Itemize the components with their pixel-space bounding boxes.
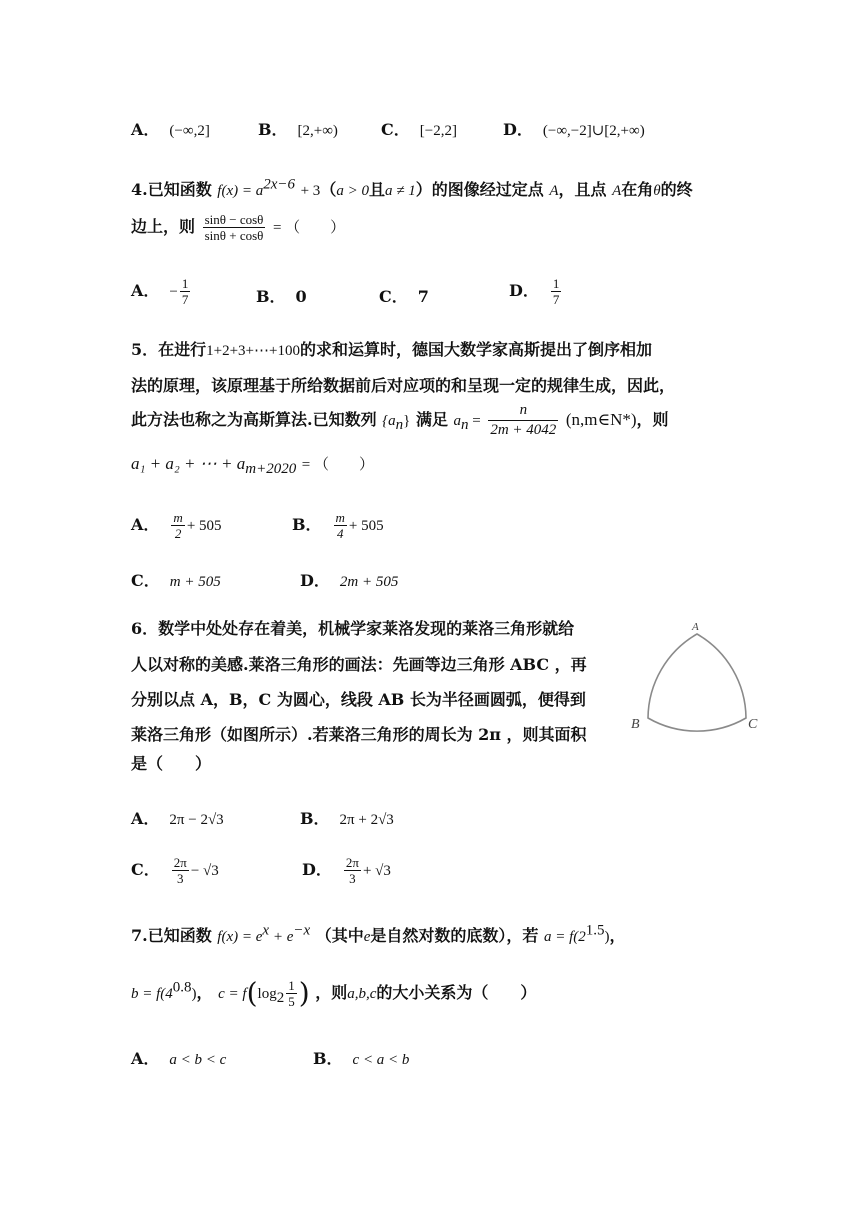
q6-line5: 是（ ） [131, 754, 212, 773]
q5-line2: 法的原理，该原理基于所给数据前后对应项的和呈现一定的规律生成，因此， [131, 376, 676, 395]
q5-option-a: A． $\frac{m}{2}$ + 505 [131, 510, 222, 541]
q6-option-b: B． 2π + 2√3 [300, 809, 394, 828]
q7-option-b: B． c < a < b [313, 1049, 410, 1068]
vertex-label-c: C [748, 717, 758, 732]
q4-option-a: A． − $\frac{1}{7}$ [131, 276, 189, 307]
q4-fraction: $\frac{\sin\theta - \cos\theta}{\sin\theta + \cos\theta}$ [204, 212, 264, 243]
q3-option-a: A． (−∞,2] [131, 120, 210, 139]
q7-line1: 7.已知函数 $f(x) = e^x + e^{-x}$ （其中e是自然对数的底数），若 $a = f(2^{1.5})$， [131, 922, 626, 945]
vertex-label-a: A [692, 621, 699, 633]
q3-option-d: D． (−∞,−2]∪[2,+∞) [503, 120, 645, 139]
q5-line4: a₁ + a₂ + ⋯ + $a_{m+2020}$ = （ ） [131, 454, 375, 478]
q7-option-a: A． a < b < c [131, 1049, 227, 1068]
q4-line2: 边上，则 $\frac{\sin\theta - \cos\theta}{\sin\theta + \cos\theta}$ = （ ） [131, 212, 346, 243]
q6-option-d: D． $\frac{2\pi}{3}$ + √3 [302, 855, 391, 886]
q5-fraction: $\frac{n}{2m + 4042}$ [490, 402, 557, 438]
q6-line4: 莱洛三角形（如图所示）.若莱洛三角形的周长为 2π ，则其面积 [131, 725, 587, 744]
q6-option-a: A． 2π − 2√3 [131, 809, 224, 828]
q4-option-b: B． 0 [256, 287, 307, 306]
q7-line2: $b = f(4^{0.8})$， $c = f(\log_2$ $\frac{1}{5}$ ) ，则a,b,c的大小关系为（ ） [131, 976, 537, 1010]
q3-option-b: B． [2,+∞) [258, 120, 338, 139]
q6-line1: 6．数学中处处存在着美，机械学家莱洛发现的莱洛三角形就给 [131, 619, 575, 638]
reuleaux-triangle-figure [628, 618, 768, 748]
q4-option-d: D． $\frac{1}{7}$ [509, 276, 560, 307]
q6-option-c: C． $\frac{2\pi}{3}$ − √3 [131, 855, 219, 886]
q4-line1: 4.已知函数 $f(x) = a^{2x-6} + 3(a > 0$且a ≠ 1）的图像经过定点 A，且点 A在角θ的终 [131, 176, 693, 199]
q5-line3: 此方法也称之为高斯算法.已知数列 $\{a_n\}$ 满足 $a_n$ = $\frac{n}{2m + 4042}$ (n,m∈N*)，则 [131, 402, 669, 438]
q5-option-c: C． m + 505 [131, 571, 221, 590]
q6-line2: 人以对称的美感.莱洛三角形的画法：先画等边三角形 ABC ，再 [131, 655, 587, 674]
q5-option-d: D． 2m + 505 [300, 571, 399, 590]
q3-option-c: C． [−2,2] [381, 120, 457, 139]
q5-option-b: B． $\frac{m}{4}$ + 505 [292, 510, 384, 541]
q5-line1: 5．在进行1+2+3+⋯+100的求和运算时，德国大数学家高斯提出了倒序相加 [131, 340, 652, 359]
vertex-label-b: B [631, 717, 640, 732]
reuleaux-triangle-outline [648, 634, 746, 731]
q4-option-c: C． 7 [379, 287, 429, 306]
q6-line3: 分别以点 A，B，C 为圆心，线段 AB 长为半径画圆弧，便得到 [131, 690, 586, 709]
